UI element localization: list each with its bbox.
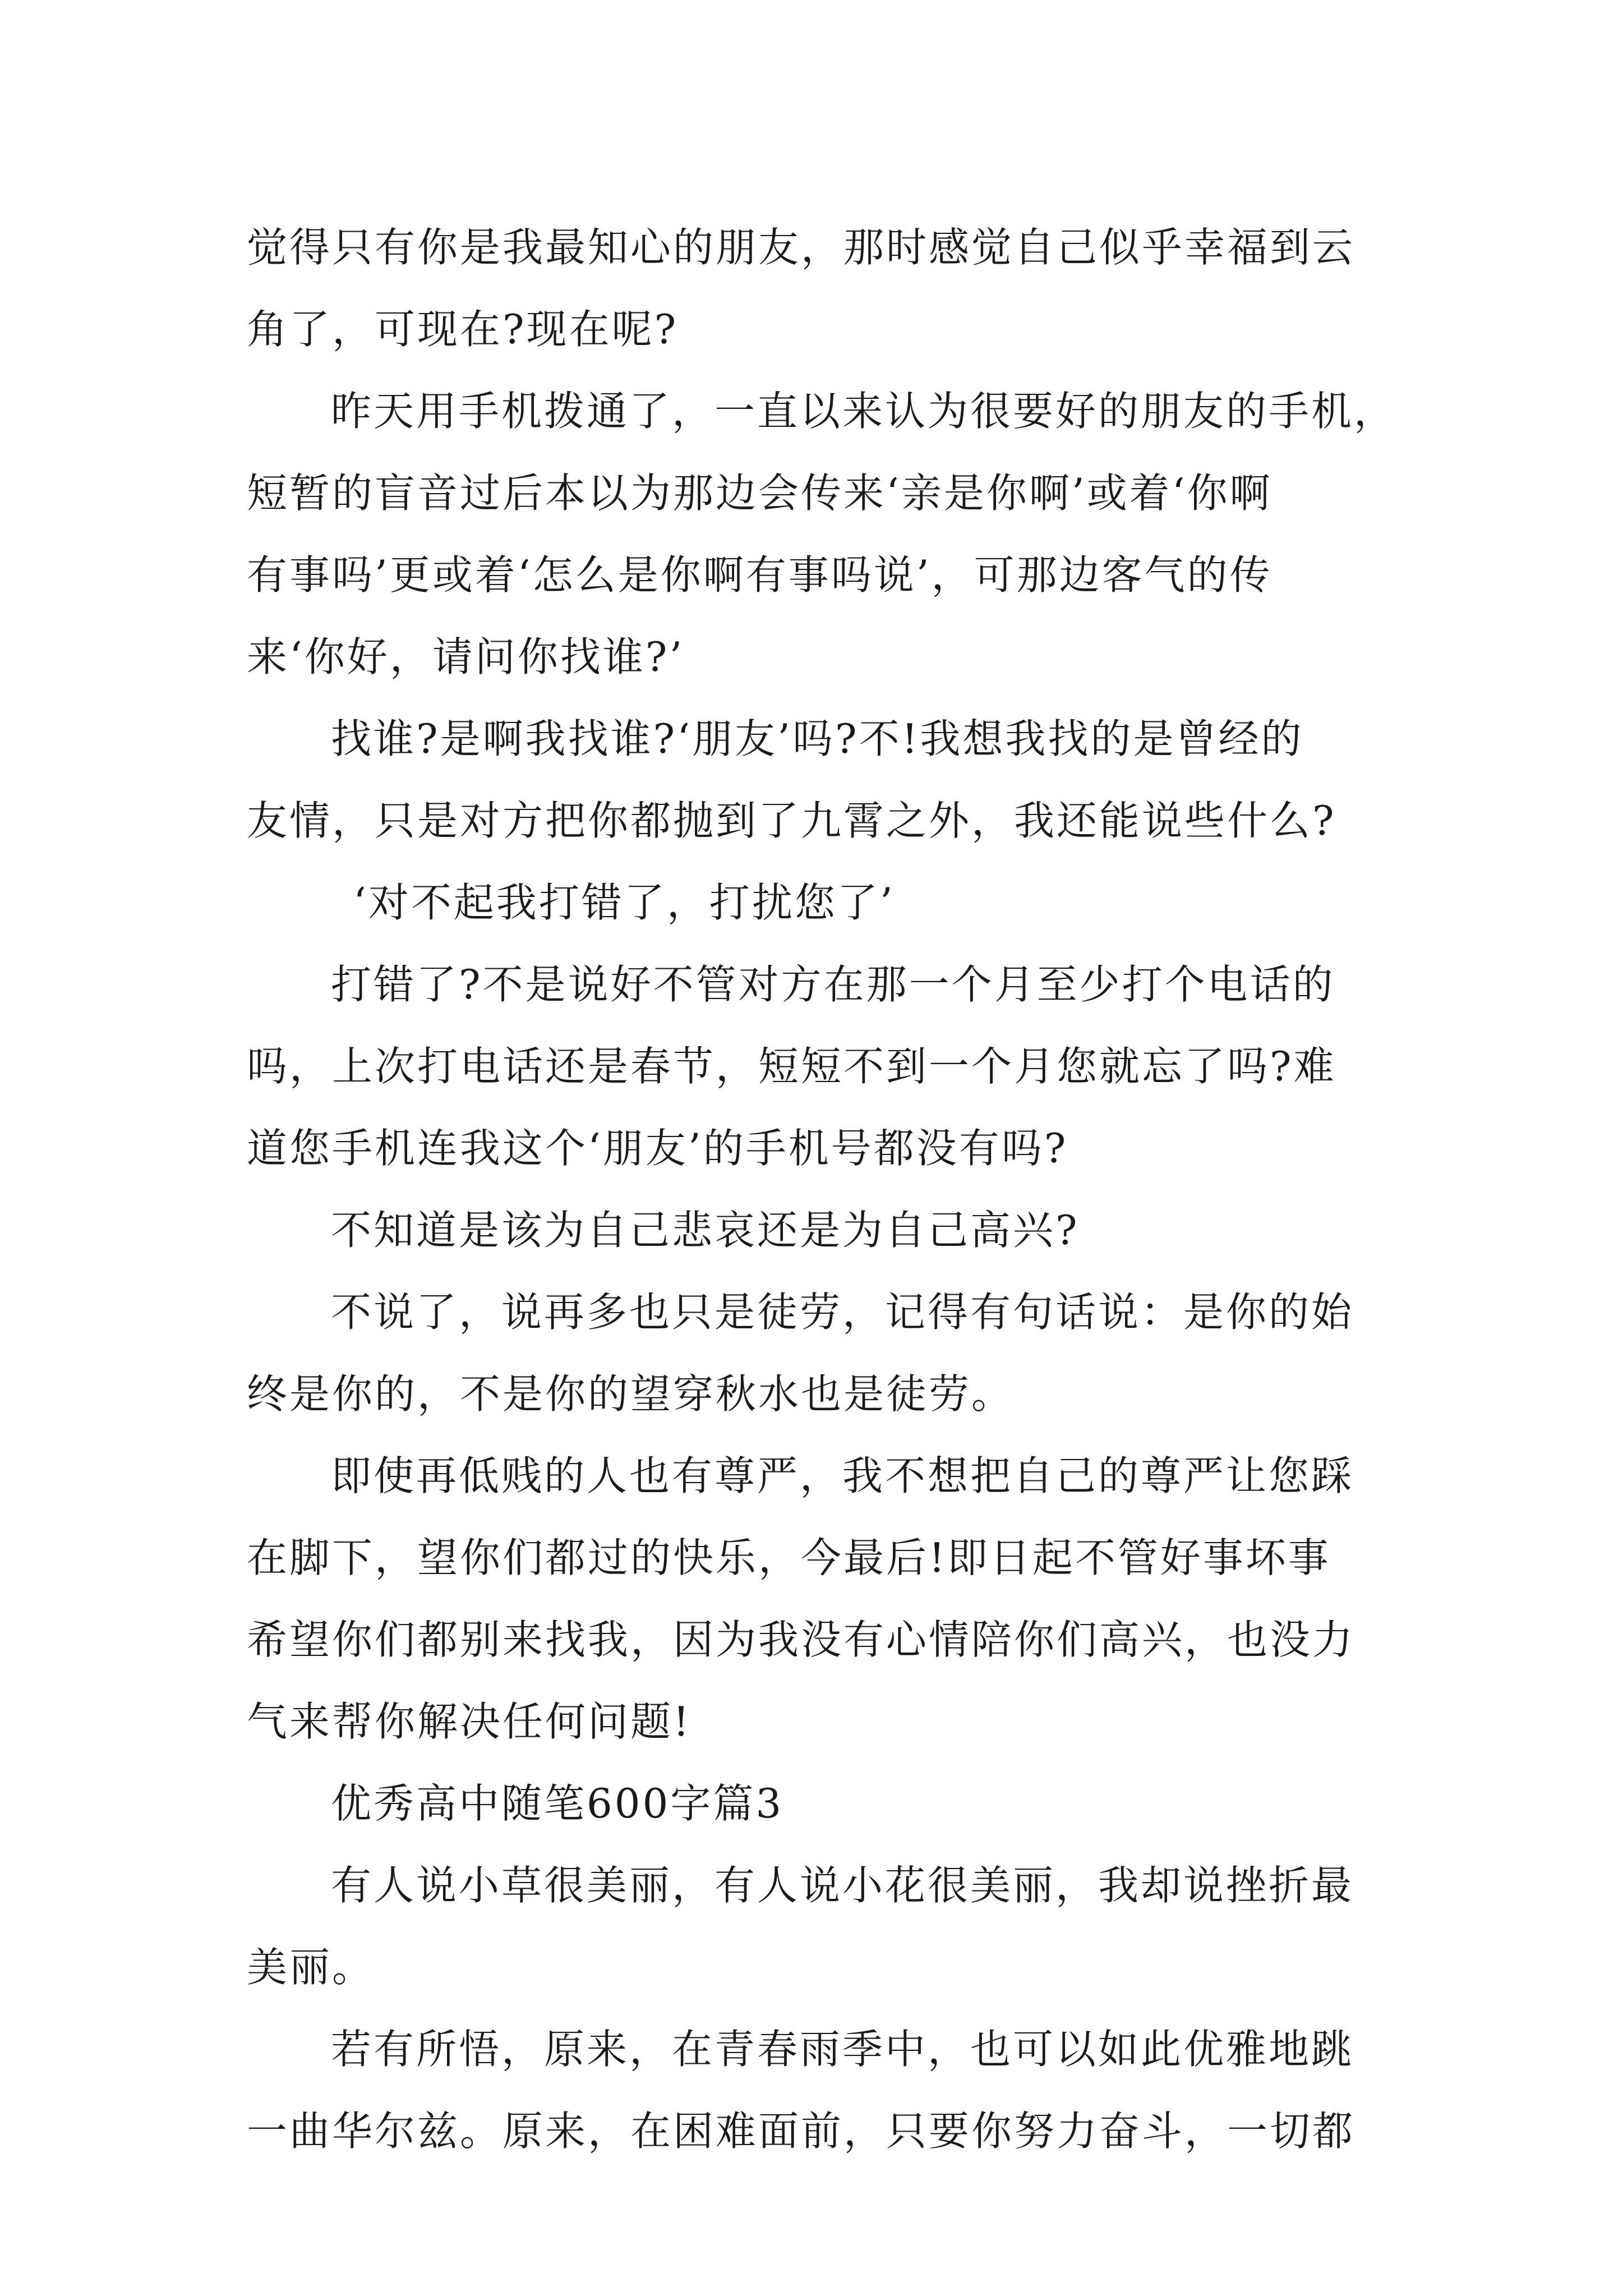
- text-line: 友情，只是对方把你都抛到了九霄之外，我还能说些什么?: [247, 797, 1336, 844]
- paragraph-start-line: 若有所悟，原来，在青春雨季中，也可以如此优雅地跳: [331, 2026, 1354, 2073]
- paragraph-start-line: 找谁?是啊我找谁?‘朋友’吗?不!我想我找的是曾经的: [331, 715, 1304, 762]
- text-line: 道您手机连我这个‘朋友’的手机号都没有吗?: [247, 1125, 1068, 1172]
- text-line: 希望你们都别来找我，因为我没有心情陪你们高兴，也没力: [247, 1616, 1355, 1663]
- text-line: 在脚下，望你们都过的快乐，今最后!即日起不管好事坏事: [247, 1534, 1331, 1581]
- paragraph-start-line: 昨天用手机拨通了，一直以来认为很要好的朋友的手机，: [331, 388, 1397, 435]
- text-line: 短暂的盲音过后本以为那边会传来‘亲是你啊’或着‘你啊: [247, 470, 1272, 517]
- section-heading: 优秀高中随笔600字篇3: [331, 1780, 784, 1827]
- text-line: 终是你的，不是你的望穿秋水也是徒劳。: [247, 1370, 1015, 1418]
- paragraph-start-line: 即使再低贱的人也有尊严，我不想把自己的尊严让您踩: [331, 1452, 1354, 1499]
- text-line: 有事吗’更或着‘怎么是你啊有事吗说’，可那边客气的传: [247, 551, 1272, 599]
- text-line: 觉得只有你是我最知心的朋友，那时感觉自己似乎幸福到云: [247, 224, 1355, 271]
- text-line: 来‘你好，请问你找谁?’: [247, 633, 685, 680]
- text-line: 美丽。: [247, 1944, 375, 1991]
- paragraph-start-line: 不说了，说再多也只是徒劳，记得有句话说：是你的始: [331, 1289, 1354, 1336]
- paragraph-start-line: 不知道是该为自己悲哀还是为自己高兴?: [331, 1207, 1080, 1254]
- paragraph-start-line: 打错了?不是说好不管对方在那一个月至少打个电话的: [331, 961, 1335, 1008]
- text-line: 吗，上次打电话还是春节，短短不到一个月您就忘了吗?难: [247, 1043, 1336, 1090]
- body-text: [247, 206, 1424, 2172]
- text-line: 角了，可现在?现在呢?: [247, 306, 679, 353]
- text-line: 气来帮你解决任何问题!: [247, 1698, 691, 1745]
- paragraph-start-line: ‘对不起我打错了，打扰您了’: [353, 879, 895, 926]
- paragraph-start-line: 有人说小草很美丽，有人说小花很美丽，我却说挫折最: [331, 1862, 1354, 1909]
- text-line: 一曲华尔兹。原来，在困难面前，只要你努力奋斗，一切都: [247, 2108, 1355, 2155]
